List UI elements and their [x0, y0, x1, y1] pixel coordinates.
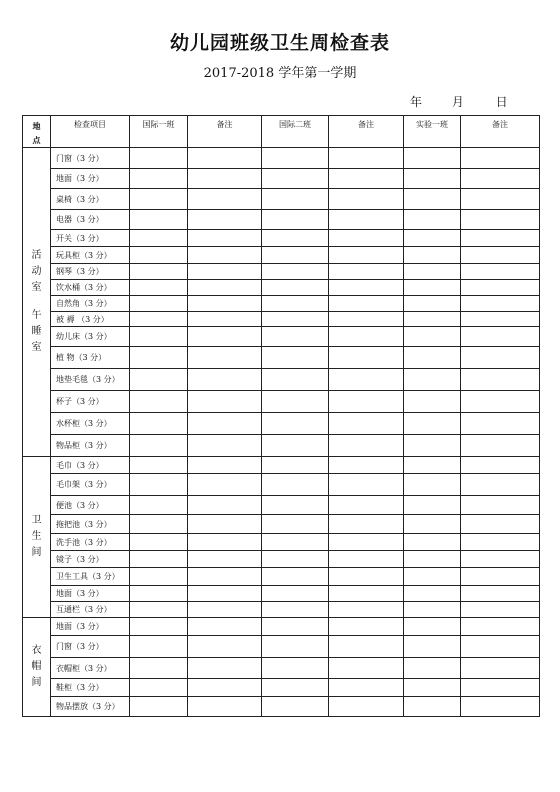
remark-1-cell[interactable] — [188, 697, 262, 717]
table-row — [23, 658, 540, 679]
remark-3-cell[interactable] — [461, 602, 540, 618]
class-intl-1-cell[interactable] — [130, 148, 188, 169]
remark-2-cell[interactable] — [329, 230, 404, 247]
remark-3-cell[interactable] — [461, 534, 540, 551]
remark-2-cell[interactable] — [329, 551, 404, 568]
remark-2-cell[interactable] — [329, 658, 404, 679]
class-intl-2-cell[interactable] — [262, 602, 329, 618]
table-row — [23, 189, 540, 210]
class-intl-2-cell[interactable] — [262, 658, 329, 679]
remark-3-cell[interactable] — [461, 515, 540, 534]
date-year: 年 — [410, 95, 423, 109]
check-item-label: 衣帽柜（3 分） — [51, 658, 130, 679]
header-remark-1: 备注 — [188, 116, 262, 148]
location-label: 午睡室 — [31, 310, 42, 353]
class-intl-1-cell[interactable] — [130, 636, 188, 658]
class-exp-1-cell[interactable] — [404, 602, 461, 618]
class-exp-1-cell[interactable] — [404, 312, 461, 327]
class-intl-1-cell[interactable] — [130, 296, 188, 312]
remark-2-cell[interactable] — [329, 435, 404, 457]
class-intl-1-cell[interactable] — [130, 515, 188, 534]
check-item-label: 毛巾架（3 分） — [51, 474, 130, 496]
location-cell — [23, 618, 51, 717]
remark-3-cell[interactable] — [461, 148, 540, 169]
check-item-label: 门窗（3 分） — [51, 636, 130, 658]
class-exp-1-cell[interactable] — [404, 568, 461, 586]
remark-3-cell[interactable] — [461, 264, 540, 280]
remark-1-cell[interactable] — [188, 189, 262, 210]
class-intl-2-cell[interactable] — [262, 618, 329, 636]
class-exp-1-cell[interactable] — [404, 264, 461, 280]
header-class-intl-1: 国际一班 — [130, 116, 188, 148]
class-intl-2-cell[interactable] — [262, 369, 329, 391]
remark-3-cell[interactable] — [461, 697, 540, 717]
class-intl-2-cell[interactable] — [262, 148, 329, 169]
class-intl-1-cell[interactable] — [130, 347, 188, 369]
class-exp-1-cell[interactable] — [404, 679, 461, 697]
class-intl-1-cell[interactable] — [130, 496, 188, 515]
remark-3-cell[interactable] — [461, 636, 540, 658]
class-intl-1-cell[interactable] — [130, 602, 188, 618]
table-row — [23, 515, 540, 534]
remark-2-cell[interactable] — [329, 391, 404, 413]
remark-1-cell[interactable] — [188, 515, 262, 534]
class-exp-1-cell[interactable] — [404, 391, 461, 413]
class-exp-1-cell[interactable] — [404, 230, 461, 247]
class-intl-2-cell[interactable] — [262, 474, 329, 496]
class-intl-2-cell[interactable] — [262, 679, 329, 697]
table-row — [23, 230, 540, 247]
remark-1-cell[interactable] — [188, 568, 262, 586]
header-class-intl-2: 国际二班 — [262, 116, 329, 148]
remark-2-cell[interactable] — [329, 413, 404, 435]
remark-2-cell[interactable] — [329, 189, 404, 210]
remark-2-cell[interactable] — [329, 210, 404, 230]
location-cell — [23, 148, 51, 457]
class-exp-1-cell[interactable] — [404, 327, 461, 347]
class-exp-1-cell[interactable] — [404, 496, 461, 515]
table-row — [23, 568, 540, 586]
class-intl-1-cell[interactable] — [130, 280, 188, 296]
table-row — [23, 247, 540, 264]
table-row — [23, 586, 540, 602]
check-item-label: 玩具柜（3 分） — [51, 247, 130, 264]
remark-3-cell[interactable] — [461, 369, 540, 391]
remark-3-cell[interactable] — [461, 296, 540, 312]
class-intl-1-cell[interactable] — [130, 327, 188, 347]
class-exp-1-cell[interactable] — [404, 636, 461, 658]
class-intl-2-cell[interactable] — [262, 568, 329, 586]
remark-2-cell[interactable] — [329, 534, 404, 551]
location-cell — [23, 457, 51, 618]
class-intl-1-cell[interactable] — [130, 697, 188, 717]
class-exp-1-cell[interactable] — [404, 515, 461, 534]
remark-2-cell[interactable] — [329, 586, 404, 602]
class-intl-2-cell[interactable] — [262, 230, 329, 247]
remark-2-cell[interactable] — [329, 312, 404, 327]
class-intl-2-cell[interactable] — [262, 247, 329, 264]
class-exp-1-cell[interactable] — [404, 280, 461, 296]
table-row — [23, 413, 540, 435]
table-row — [23, 347, 540, 369]
check-item-label: 拖把池（3 分） — [51, 515, 130, 534]
remark-2-cell[interactable] — [329, 515, 404, 534]
remark-1-cell[interactable] — [188, 658, 262, 679]
header-remark-2: 备注 — [329, 116, 404, 148]
table-row — [23, 148, 540, 169]
table-row — [23, 679, 540, 697]
remark-1-cell[interactable] — [188, 230, 262, 247]
class-intl-1-cell[interactable] — [130, 586, 188, 602]
class-intl-2-cell[interactable] — [262, 413, 329, 435]
header-class-exp-1: 实验一班 — [404, 116, 461, 148]
class-intl-2-cell[interactable] — [262, 280, 329, 296]
remark-3-cell[interactable] — [461, 312, 540, 327]
check-item-label: 开关（3 分） — [51, 230, 130, 247]
class-exp-1-cell[interactable] — [404, 347, 461, 369]
remark-3-cell[interactable] — [461, 327, 540, 347]
remark-1-cell[interactable] — [188, 148, 262, 169]
class-intl-2-cell[interactable] — [262, 586, 329, 602]
class-intl-1-cell[interactable] — [130, 534, 188, 551]
check-item-label: 杯子（3 分） — [51, 391, 130, 413]
check-item-label: 地面（3 分） — [51, 169, 130, 189]
class-exp-1-cell[interactable] — [404, 148, 461, 169]
remark-2-cell[interactable] — [329, 264, 404, 280]
class-intl-1-cell[interactable] — [130, 169, 188, 189]
class-exp-1-cell[interactable] — [404, 551, 461, 568]
class-intl-2-cell[interactable] — [262, 496, 329, 515]
table-row — [23, 602, 540, 618]
class-exp-1-cell[interactable] — [404, 189, 461, 210]
class-intl-2-cell[interactable] — [262, 534, 329, 551]
check-item-label: 卫生工具（3 分） — [51, 568, 130, 586]
location-label: 衣帽间 — [31, 645, 42, 688]
remark-2-cell[interactable] — [329, 474, 404, 496]
remark-2-cell[interactable] — [329, 347, 404, 369]
remark-1-cell[interactable] — [188, 618, 262, 636]
table-row — [23, 496, 540, 515]
remark-2-cell[interactable] — [329, 296, 404, 312]
class-intl-1-cell[interactable] — [130, 474, 188, 496]
remark-3-cell[interactable] — [461, 568, 540, 586]
remark-3-cell[interactable] — [461, 413, 540, 435]
check-item-label: 地面（3 分） — [51, 618, 130, 636]
class-exp-1-cell[interactable] — [404, 658, 461, 679]
check-item-label: 钢琴（3 分） — [51, 264, 130, 280]
remark-2-cell[interactable] — [329, 568, 404, 586]
check-item-label: 门窗（3 分） — [51, 148, 130, 169]
remark-3-cell[interactable] — [461, 474, 540, 496]
class-intl-1-cell[interactable] — [130, 679, 188, 697]
check-item-label: 地垫毛毯（3 分） — [51, 369, 130, 391]
remark-1-cell[interactable] — [188, 210, 262, 230]
remark-1-cell[interactable] — [188, 347, 262, 369]
table-row — [23, 435, 540, 457]
remark-2-cell[interactable] — [329, 280, 404, 296]
class-exp-1-cell[interactable] — [404, 435, 461, 457]
class-exp-1-cell[interactable] — [404, 210, 461, 230]
check-item-label: 幼儿床（3 分） — [51, 327, 130, 347]
date-line — [410, 93, 508, 110]
table-row — [23, 169, 540, 189]
page-title: 幼儿园班级卫生周检查表 — [169, 32, 390, 54]
class-exp-1-cell[interactable] — [404, 697, 461, 717]
remark-2-cell[interactable] — [329, 679, 404, 697]
class-intl-2-cell[interactable] — [262, 636, 329, 658]
table-row — [23, 312, 540, 327]
class-intl-2-cell[interactable] — [262, 210, 329, 230]
remark-2-cell[interactable] — [329, 636, 404, 658]
table-body — [23, 148, 540, 717]
page-subtitle: 2017-2018 学年第一学期 — [203, 66, 357, 81]
class-exp-1-cell[interactable] — [404, 296, 461, 312]
class-exp-1-cell[interactable] — [404, 169, 461, 189]
remark-1-cell[interactable] — [188, 457, 262, 474]
check-item-label: 鞋柜（3 分） — [51, 679, 130, 697]
location-label: 卫生间 — [31, 515, 42, 558]
remark-3-cell[interactable] — [461, 618, 540, 636]
class-intl-1-cell[interactable] — [130, 210, 188, 230]
check-item-label: 水杯柜（3 分） — [51, 413, 130, 435]
class-intl-2-cell[interactable] — [262, 457, 329, 474]
class-intl-2-cell[interactable] — [262, 189, 329, 210]
remark-1-cell[interactable] — [188, 435, 262, 457]
table-row — [23, 391, 540, 413]
remark-1-cell[interactable] — [188, 679, 262, 697]
check-item-label: 自然角（3 分） — [51, 296, 130, 312]
remark-3-cell[interactable] — [461, 679, 540, 697]
class-intl-2-cell[interactable] — [262, 169, 329, 189]
remark-3-cell[interactable] — [461, 210, 540, 230]
class-intl-1-cell[interactable] — [130, 551, 188, 568]
date-day: 日 — [495, 95, 508, 109]
remark-3-cell[interactable] — [461, 586, 540, 602]
class-intl-1-cell[interactable] — [130, 658, 188, 679]
class-intl-1-cell[interactable] — [130, 413, 188, 435]
remark-2-cell[interactable] — [329, 169, 404, 189]
remark-3-cell[interactable] — [461, 496, 540, 515]
class-intl-1-cell[interactable] — [130, 247, 188, 264]
table-row — [23, 697, 540, 717]
check-item-label: 物品摆放（3 分） — [51, 697, 130, 717]
remark-1-cell[interactable] — [188, 534, 262, 551]
table-row — [23, 369, 540, 391]
class-intl-2-cell[interactable] — [262, 391, 329, 413]
class-exp-1-cell[interactable] — [404, 618, 461, 636]
class-intl-1-cell[interactable] — [130, 391, 188, 413]
check-item-label: 饮水桶（3 分） — [51, 280, 130, 296]
class-intl-2-cell[interactable] — [262, 264, 329, 280]
remark-1-cell[interactable] — [188, 312, 262, 327]
class-exp-1-cell[interactable] — [404, 369, 461, 391]
table-row — [23, 474, 540, 496]
class-intl-1-cell[interactable] — [130, 618, 188, 636]
check-item-label: 毛巾（3 分） — [51, 457, 130, 474]
table-row — [23, 618, 540, 636]
check-item-label: 地面（3 分） — [51, 586, 130, 602]
class-intl-1-cell[interactable] — [130, 435, 188, 457]
class-exp-1-cell[interactable] — [404, 586, 461, 602]
header-remark-3: 备注 — [461, 116, 540, 148]
class-intl-2-cell[interactable] — [262, 312, 329, 327]
remark-3-cell[interactable] — [461, 435, 540, 457]
remark-2-cell[interactable] — [329, 369, 404, 391]
table-row — [23, 264, 540, 280]
table-row — [23, 210, 540, 230]
class-intl-2-cell[interactable] — [262, 327, 329, 347]
remark-3-cell[interactable] — [461, 457, 540, 474]
table-row — [23, 551, 540, 568]
check-item-label: 镜子（3 分） — [51, 551, 130, 568]
class-intl-1-cell[interactable] — [130, 189, 188, 210]
table-header-row — [23, 116, 540, 148]
header-check-item: 检查项目 — [51, 116, 130, 148]
remark-2-cell[interactable] — [329, 618, 404, 636]
class-intl-2-cell[interactable] — [262, 697, 329, 717]
remark-3-cell[interactable] — [461, 280, 540, 296]
table-row — [23, 280, 540, 296]
remark-1-cell[interactable] — [188, 586, 262, 602]
remark-3-cell[interactable] — [461, 347, 540, 369]
class-intl-2-cell[interactable] — [262, 347, 329, 369]
class-exp-1-cell[interactable] — [404, 534, 461, 551]
table-row — [23, 534, 540, 551]
table-row — [23, 296, 540, 312]
check-item-label: 植 物（3 分） — [51, 347, 130, 369]
remark-1-cell[interactable] — [188, 636, 262, 658]
remark-2-cell[interactable] — [329, 457, 404, 474]
check-item-label: 桌椅（3 分） — [51, 189, 130, 210]
class-intl-1-cell[interactable] — [130, 230, 188, 247]
remark-1-cell[interactable] — [188, 247, 262, 264]
remark-1-cell[interactable] — [188, 280, 262, 296]
remark-2-cell[interactable] — [329, 697, 404, 717]
class-intl-1-cell[interactable] — [130, 457, 188, 474]
remark-3-cell[interactable] — [461, 551, 540, 568]
class-intl-1-cell[interactable] — [130, 264, 188, 280]
check-item-label: 物品柜（3 分） — [51, 435, 130, 457]
class-exp-1-cell[interactable] — [404, 247, 461, 264]
remark-1-cell[interactable] — [188, 369, 262, 391]
class-intl-2-cell[interactable] — [262, 435, 329, 457]
class-intl-2-cell[interactable] — [262, 296, 329, 312]
remark-2-cell[interactable] — [329, 327, 404, 347]
remark-1-cell[interactable] — [188, 602, 262, 618]
class-intl-1-cell[interactable] — [130, 568, 188, 586]
remark-1-cell[interactable] — [188, 474, 262, 496]
header-location: 地 点 — [23, 116, 51, 148]
remark-1-cell[interactable] — [188, 413, 262, 435]
table-row — [23, 327, 540, 347]
class-exp-1-cell[interactable] — [404, 474, 461, 496]
class-exp-1-cell[interactable] — [404, 413, 461, 435]
class-intl-1-cell[interactable] — [130, 369, 188, 391]
class-intl-1-cell[interactable] — [130, 312, 188, 327]
remark-1-cell[interactable] — [188, 169, 262, 189]
date-month: 月 — [451, 95, 464, 109]
remark-1-cell[interactable] — [188, 391, 262, 413]
check-item-label: 被 褥 （3 分） — [51, 312, 130, 327]
location-label: 活动室 — [31, 250, 42, 293]
remark-1-cell[interactable] — [188, 496, 262, 515]
remark-1-cell[interactable] — [188, 264, 262, 280]
table-row — [23, 457, 540, 474]
remark-2-cell[interactable] — [329, 148, 404, 169]
remark-3-cell[interactable] — [461, 189, 540, 210]
table-row — [23, 636, 540, 658]
remark-3-cell[interactable] — [461, 230, 540, 247]
remark-2-cell[interactable] — [329, 602, 404, 618]
check-item-label: 电器（3 分） — [51, 210, 130, 230]
remark-3-cell[interactable] — [461, 391, 540, 413]
check-item-label: 互通栏（3 分） — [51, 602, 130, 618]
remark-3-cell[interactable] — [461, 247, 540, 264]
remark-1-cell[interactable] — [188, 327, 262, 347]
remark-1-cell[interactable] — [188, 296, 262, 312]
class-intl-2-cell[interactable] — [262, 551, 329, 568]
remark-3-cell[interactable] — [461, 169, 540, 189]
remark-1-cell[interactable] — [188, 551, 262, 568]
class-exp-1-cell[interactable] — [404, 457, 461, 474]
inspection-table — [22, 115, 540, 717]
remark-2-cell[interactable] — [329, 247, 404, 264]
class-intl-2-cell[interactable] — [262, 515, 329, 534]
check-item-label: 洗手池（3 分） — [51, 534, 130, 551]
remark-3-cell[interactable] — [461, 658, 540, 679]
check-item-label: 便池（3 分） — [51, 496, 130, 515]
remark-2-cell[interactable] — [329, 496, 404, 515]
